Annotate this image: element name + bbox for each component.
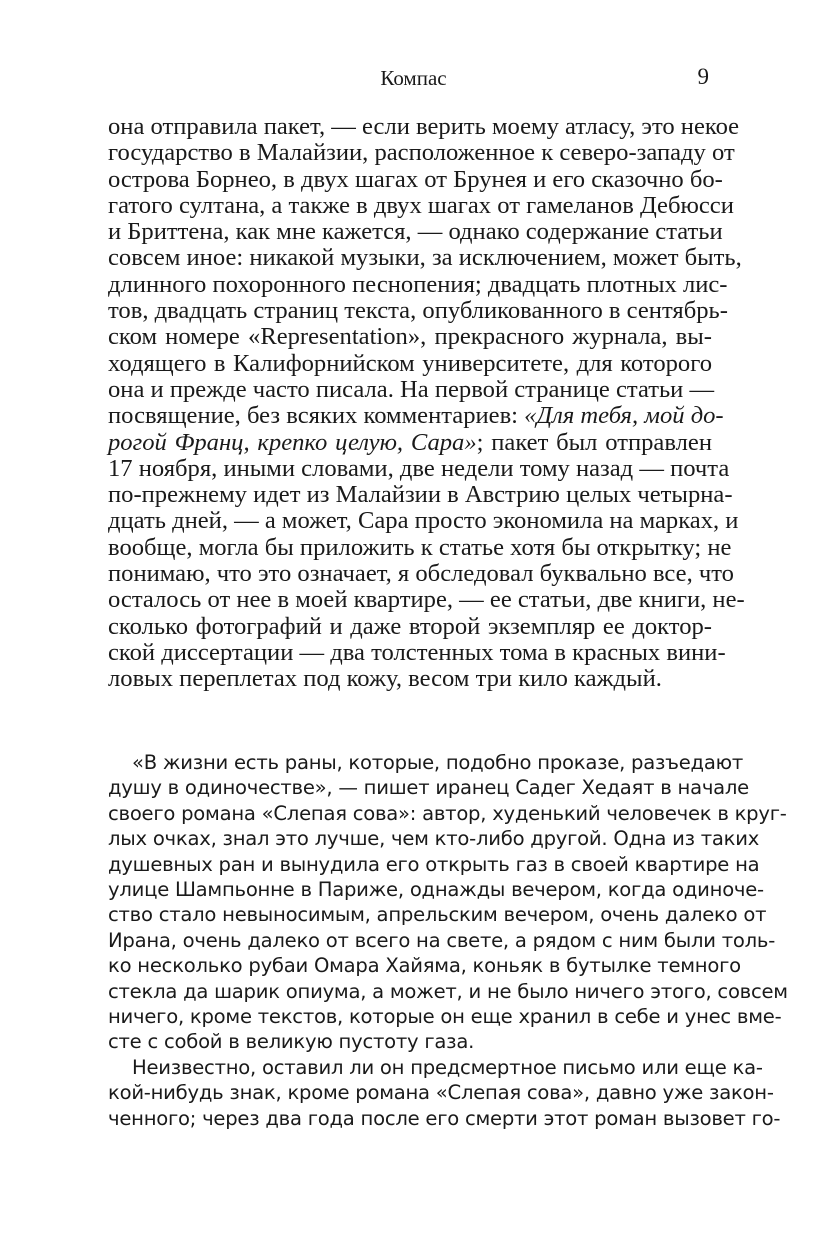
text-line: Ирана, очень далеко от всего на свете, а рядом с ним были толь-	[108, 928, 776, 952]
text-line: ском номере «Representation», прекрасного журнала, вы-	[108, 323, 712, 351]
sans-text-block	[108, 750, 788, 1131]
text-line: улице Шампьонне в Париже, однажды вечером, когда одиноче-	[108, 878, 764, 902]
text-line: Неизвестно, оставил ли он предсмертное письмо или еще ка-	[132, 1055, 763, 1079]
text-line: осталось от нее в моей квартире, — ее статьи, две книги, не-	[108, 586, 745, 614]
text-line: душу в одиночестве», — пишет иранец Садег Хедаят в начале	[108, 776, 749, 800]
text-line: государство в Малайзии, расположенное к северо-западу от	[108, 139, 735, 167]
page-number: 9	[697, 64, 709, 89]
running-head	[0, 66, 827, 92]
text-line: 17 ноября, иными словами, две недели тому назад — почта	[108, 454, 730, 482]
text-line: по-прежнему идет из Малайзии в Австрию целых четырна-	[108, 481, 733, 509]
body-paragraph	[108, 1055, 781, 1131]
italic-dedication: рогой Франц, крепко целую, Сара»	[108, 428, 477, 456]
text-line: стекла да шарик опиума, а может, и не было ничего этого, совсем	[108, 979, 788, 1003]
text-line: понимаю, что это означает, я обследовал буквально все, что	[108, 560, 734, 588]
text-line: она отправила пакет, — если верить моему атласу, это некое	[108, 113, 740, 140]
text-line: ничего, кроме текстов, которые он еще хранил в себе и унес вме-	[108, 1005, 782, 1029]
text-segment: ; пакет был отправлен	[476, 428, 712, 456]
text-line: сте с собой в великую пустоту газа.	[108, 1030, 475, 1054]
text-segment: посвящение, без всяких комментариев:	[108, 402, 519, 430]
text-line: вообще, могла бы приложить к статье хотя бы открытку; не	[108, 533, 732, 561]
italic-dedication: «Для тебя, мой до-	[524, 402, 724, 430]
text-line: лых очках, знал это лучше, чем кто-либо другой. Одна из таких	[108, 827, 760, 851]
text-line: совсем иное: никакой музыки, за исключением, может быть,	[108, 244, 742, 272]
text-line: ловых переплетах под кожу, весом три кило каждый.	[108, 665, 662, 693]
serif-paragraph	[108, 113, 745, 693]
text-line: кой-нибудь знак, кроме романа «Слепая сова», давно уже закон-	[108, 1081, 774, 1105]
text-line: тов, двадцать страниц текста, опубликованного в сентябрь-	[108, 297, 728, 325]
text-line: ходящего в Калифорнийском университете, для которого	[108, 349, 712, 377]
text-line: гатого султана, а также в двух шагах от гамеланов Дебюсси	[108, 191, 734, 219]
quote-paragraph	[108, 750, 788, 1055]
text-line: длинного похоронного песнопения; двадцать плотных лис-	[108, 270, 728, 298]
text-line: острова Борнео, в двух шагах от Брунея и его сказочно бо-	[108, 165, 723, 193]
text-line: она и прежде часто писала. На первой странице статьи —	[108, 375, 715, 403]
text-line: душевных ран и вынудила его открыть газ в своей квартире на	[108, 852, 760, 876]
text-line: ство стало невыносимым, апрельским вечером, очень далеко от	[108, 903, 767, 927]
text-line: ченного; через два года после его смерти этот роман вызовет го-	[108, 1106, 781, 1130]
text-line: своего романа «Слепая сова»: автор, худенький человечек в круг-	[108, 801, 787, 825]
running-head-title: Компас	[380, 66, 447, 90]
text-line: и Бриттена, как мне кажется, — однако содержание статьи	[108, 218, 723, 246]
text-line: дцать дней, — а может, Сара просто экономила на марках, и	[108, 507, 739, 535]
text-line: ко несколько рубаи Омара Хайяма, коньяк в бутылке темного	[108, 954, 741, 978]
text-line: ской диссертации — два толстенных тома в красных вини-	[108, 638, 726, 666]
text-line-mixed	[108, 402, 724, 430]
text-line: сколько фотографий и даже второй экземпляр ее доктор-	[108, 612, 712, 640]
text-line: «В жизни есть раны, которые, подобно проказе, разъедают	[132, 751, 744, 774]
text-line-mixed	[108, 430, 712, 456]
